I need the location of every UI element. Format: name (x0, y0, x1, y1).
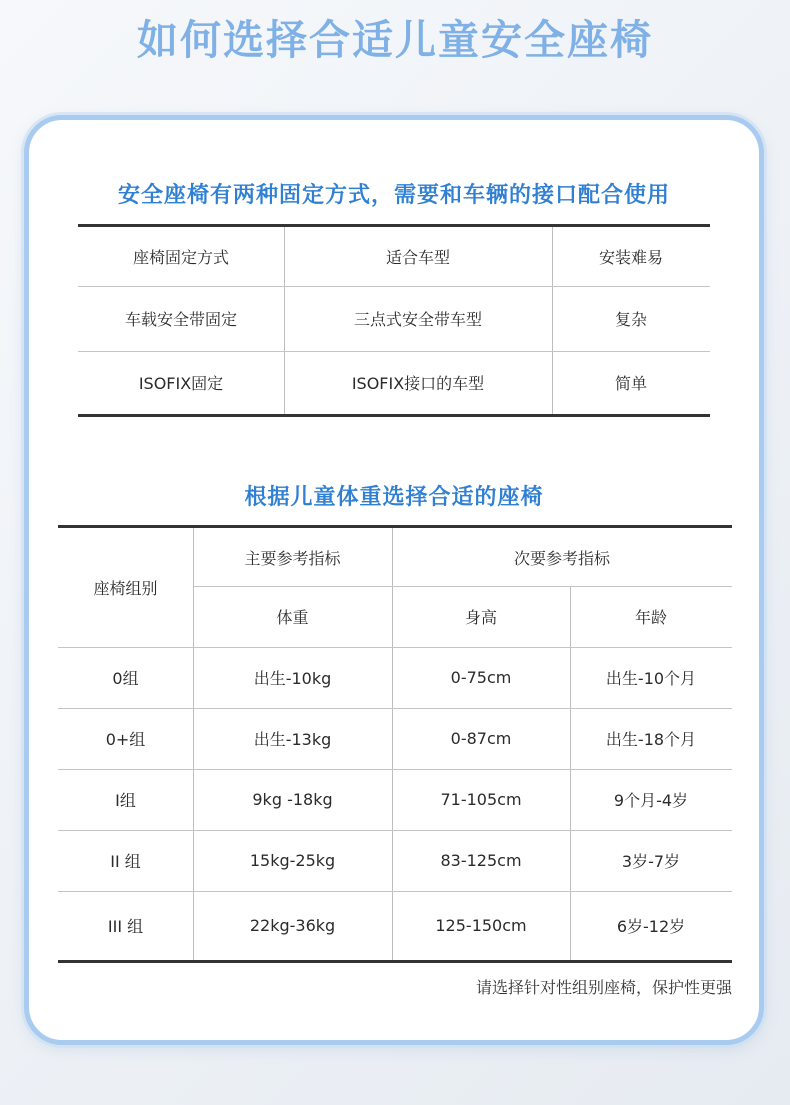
fixing-row-difficulty: 复杂 (614, 310, 647, 329)
weight-row-age: 9个月-4岁 (613, 791, 689, 810)
weight-header-height: 身高 (464, 608, 497, 627)
weight-row-age: 出生-10个月 (605, 669, 697, 688)
fixing-row-method: 车载安全带固定 (124, 310, 237, 329)
fixing-row-method: ISOFIX固定 (138, 374, 224, 393)
weight-row-group: II 组 (110, 852, 141, 871)
weight-row-weight: 出生-13kg (253, 730, 332, 749)
weight-row-group: 0+组 (105, 730, 146, 749)
weight-row-age: 3岁-7岁 (621, 852, 681, 871)
fixing-header-difficulty: 安装难易 (598, 248, 663, 267)
weight-row-height: 125-150cm (435, 916, 527, 935)
weight-header-secondary: 次要参考指标 (513, 548, 610, 568)
weight-row-weight: 15kg-25kg (249, 851, 336, 870)
fixing-table-bottom-rule (78, 414, 710, 417)
weight-table-bottom-rule (58, 960, 732, 963)
weight-row-height: 0-87cm (450, 729, 512, 748)
weight-row-age: 出生-18个月 (605, 730, 697, 749)
weight-row-weight: 出生-10kg (253, 669, 332, 688)
weight-row-group: 0组 (112, 669, 139, 688)
weight-row-weight: 22kg-36kg (249, 916, 336, 935)
weight-section-heading: 根据儿童体重选择合适的座椅 (244, 485, 544, 510)
fixing-row-vehicle: ISOFIX接口的车型 (351, 374, 485, 393)
fixing-section-heading: 安全座椅有两种固定方式，需要和车辆的接口配合使用 (117, 183, 670, 208)
weight-row-height: 0-75cm (450, 668, 512, 687)
weight-row-height: 83-125cm (440, 851, 522, 870)
weight-row-group: I组 (115, 791, 136, 810)
weight-row-group: III 组 (107, 917, 144, 936)
weight-header-primary: 主要参考指标 (244, 548, 341, 568)
page-title: 如何选择合适儿童安全座椅 (137, 16, 653, 64)
weight-row-age: 6岁-12岁 (616, 917, 686, 936)
fixing-row-difficulty: 简单 (614, 374, 647, 393)
fixing-header-vehicle: 适合车型 (385, 248, 450, 267)
weight-row-weight: 9kg -18kg (252, 790, 333, 809)
fixing-header-method: 座椅固定方式 (132, 248, 229, 267)
weight-row-height: 71-105cm (440, 790, 522, 809)
weight-header-group: 座椅组别 (93, 579, 158, 598)
footer-note: 请选择针对性组别座椅，保护性更强 (475, 978, 732, 997)
weight-header-weight: 体重 (276, 608, 309, 627)
weight-header-age: 年龄 (634, 608, 667, 627)
fixing-row-vehicle: 三点式安全带车型 (353, 310, 482, 329)
